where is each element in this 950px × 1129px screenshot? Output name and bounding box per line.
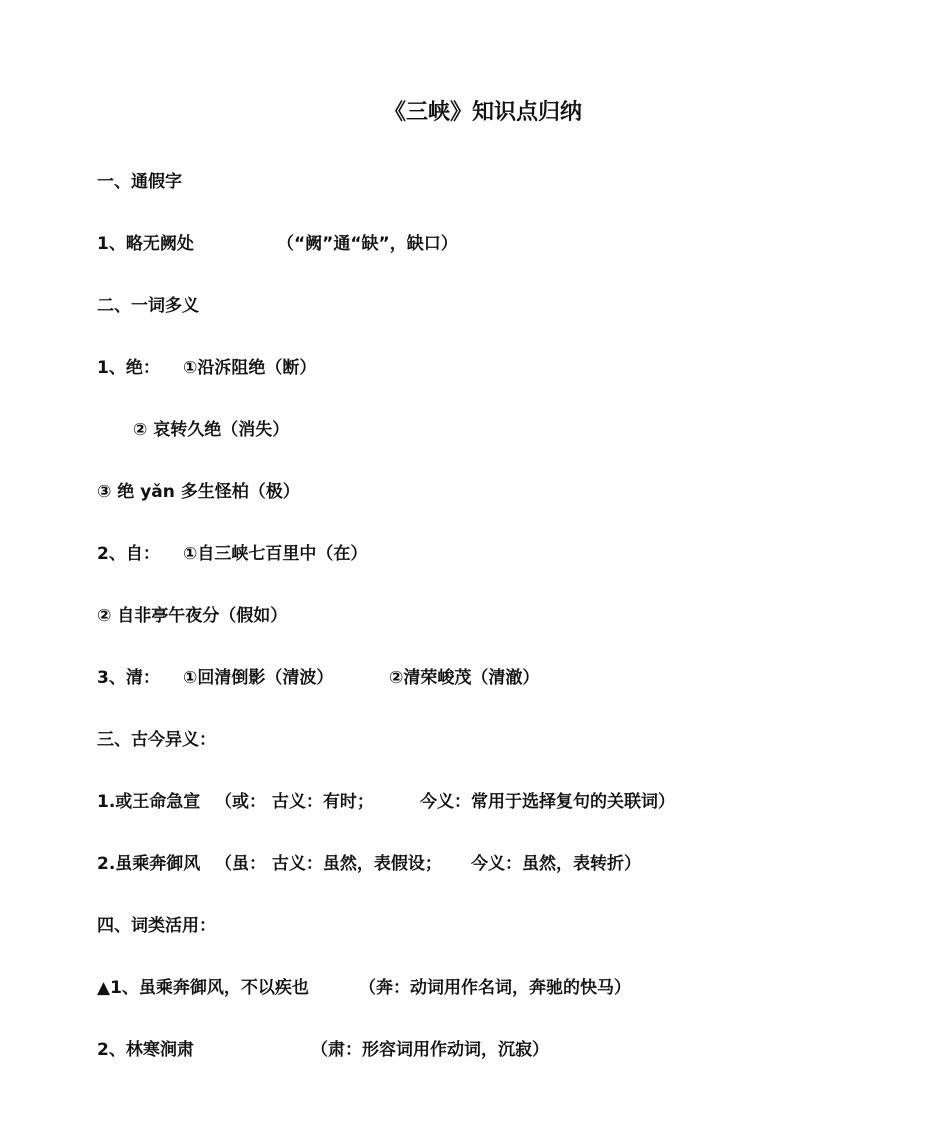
tongjiazi-term: 1、略无阙处 — [97, 234, 194, 254]
gujinyiyi-2-modern: 今义：虽然，表转折） — [471, 854, 641, 874]
gujinyiyi-2-ancient: （虽： 古义：虽然，表假设； — [215, 854, 442, 874]
cileihuoyong-1-sentence: ▲1、虽乘奔御风，不以疾也 — [97, 978, 309, 998]
section-heading-gujinyiyi: 三、古今异义： — [97, 730, 216, 750]
section-heading-yiciduoyi: 二、一词多义 — [97, 296, 199, 316]
polysemy-zi-row — [97, 542, 368, 566]
polysemy-jue-meaning-2: ② 哀转久绝（消失） — [133, 420, 290, 440]
cileihuoyong-item-2 — [97, 1038, 549, 1062]
polysemy-zi-label: 2、自： — [97, 544, 160, 564]
cileihuoyong-2-note: （肃：形容词用作动词，沉寂） — [311, 1040, 549, 1060]
polysemy-qing-meaning-2: ②清荣峻茂（清澈） — [389, 668, 540, 688]
polysemy-zi-meaning-2: ② 自非亭午夜分（假如） — [97, 606, 288, 626]
polysemy-jue-meaning-3: ③ 绝 yǎn 多生怪柏（极） — [97, 482, 300, 502]
polysemy-zi-meaning-1: ①自三峡七百里中（在） — [183, 544, 368, 564]
gujinyiyi-item-2 — [97, 852, 641, 876]
tongjiazi-note: （“阙”通“缺”，缺口） — [277, 234, 458, 254]
gujinyiyi-2-word: 2.虽乘奔御风 — [97, 854, 201, 874]
gujinyiyi-item-1 — [97, 790, 675, 814]
polysemy-jue-row — [97, 356, 317, 380]
gujinyiyi-1-word: 1.或王命急宣 — [97, 792, 201, 812]
section-heading-tongjiazi: 一、通假字 — [97, 172, 182, 192]
tongjiazi-item-1 — [97, 232, 458, 256]
polysemy-jue-meaning-1: ①沿泝阻绝（断） — [183, 358, 317, 378]
polysemy-qing-label: 3、清： — [97, 668, 160, 688]
gujinyiyi-1-modern: 今义：常用于选择复句的关联词） — [420, 792, 675, 812]
cileihuoyong-2-sentence: 2、林寒涧肃 — [97, 1040, 194, 1060]
cileihuoyong-1-note: （奔：动词用作名词，奔驰的快马） — [359, 978, 631, 998]
polysemy-jue-label: 1、绝： — [97, 358, 160, 378]
polysemy-qing-row — [97, 666, 540, 690]
section-heading-cileihuoyong: 四、词类活用： — [97, 916, 216, 936]
page-title: 《三峡》知识点归纳 — [383, 100, 582, 125]
polysemy-qing-meaning-1: ①回清倒影（清波） — [183, 668, 334, 688]
gujinyiyi-1-ancient: （或： 古义：有时； — [215, 792, 374, 812]
cileihuoyong-item-1 — [97, 976, 631, 1000]
